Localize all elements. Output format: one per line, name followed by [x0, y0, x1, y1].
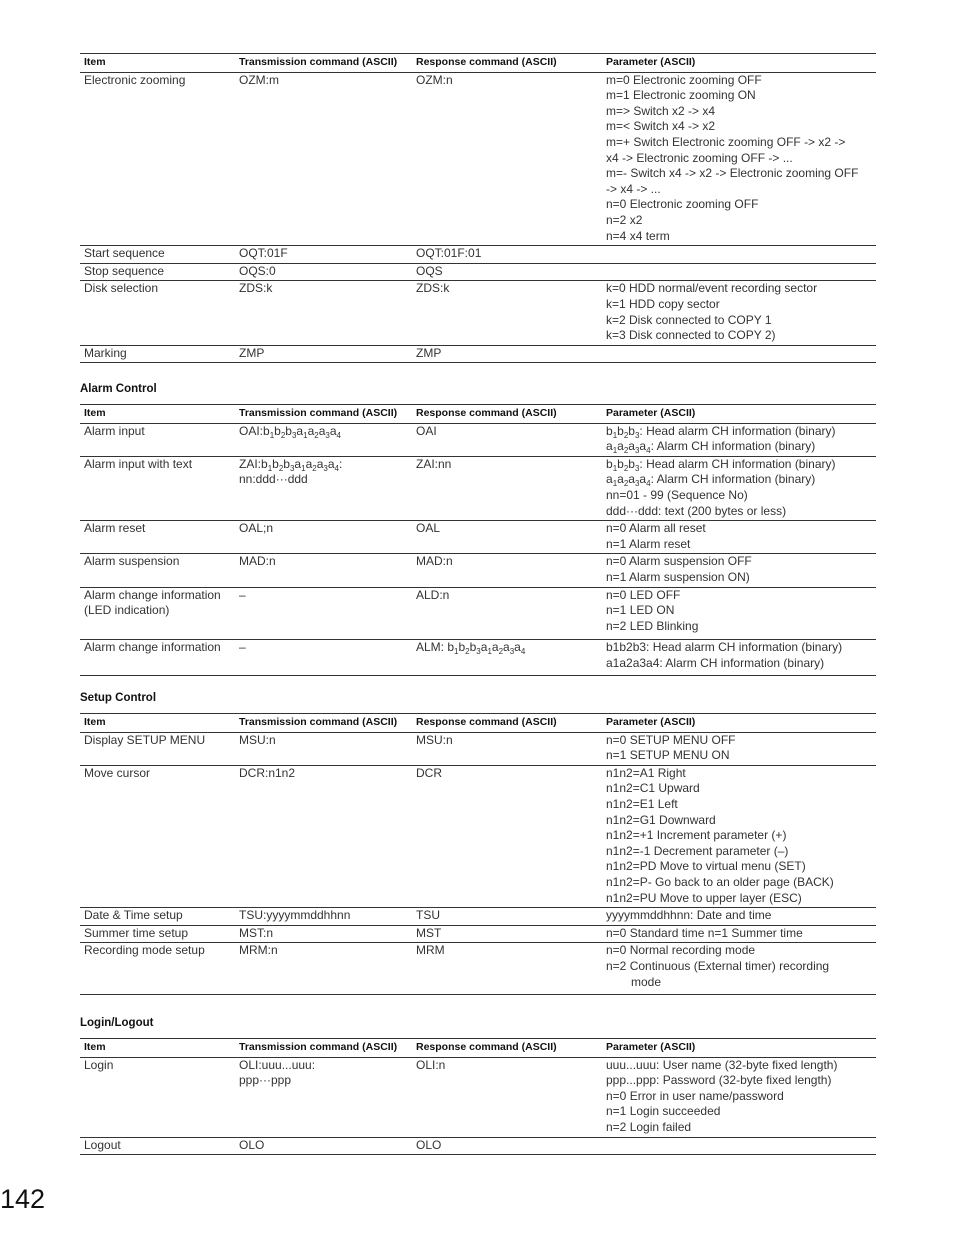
- tx-zai: $ZAI:b_1b_2b_3a_1a_2a_3a_4$:: [239, 456, 343, 473]
- cell-response: OLO: [412, 1137, 602, 1155]
- cell-item: Start sequence: [80, 246, 235, 264]
- cell-response: MAD:n: [412, 554, 602, 587]
- header-item: Item: [80, 714, 235, 733]
- cell-response: TSU: [412, 908, 602, 926]
- cell-parameter: [602, 246, 876, 264]
- table-row: [80, 521, 876, 554]
- cell-transmission: –: [235, 587, 412, 640]
- table-row: [80, 281, 876, 345]
- cell-parameter: m=0 Electronic zooming OFF m=1 Electronic zooming ON m=> Switch x2 -> x4 m=< Switch x4 -> x2 m=+ Switch Electronic zooming OFF -> x2 -> x4 -> Electronic zooming OFF -> ... m=- Switch x4 -> x2 -> Electronic zooming OFF -> x4 -> ... n=0 Electronic zooming OFF n=2 x2 n=4 x4 term: [602, 72, 876, 246]
- cell-parameter: [602, 1137, 876, 1155]
- cell-parameter: [602, 345, 876, 363]
- table-row: [80, 554, 876, 587]
- cell-response: OQS: [412, 263, 602, 281]
- cell-item: Disk selection: [80, 281, 235, 345]
- header-parameter: Parameter (ASCII): [602, 1039, 876, 1058]
- table-row: [80, 943, 876, 995]
- cell-item: Summer time setup: [80, 925, 235, 943]
- cell-parameter: [602, 263, 876, 281]
- table-header-row: [80, 54, 876, 73]
- table-header-row: [80, 1039, 876, 1058]
- table-row: [80, 732, 876, 765]
- cell-response: ZAI:nn: [412, 456, 602, 520]
- rx-alm: ALM: $b_1b_2b_3a_1a_2a_3a_4$: [416, 640, 526, 657]
- page-number: 142: [0, 1184, 46, 1214]
- cell-response: [412, 640, 602, 675]
- section-title-alarm-control: Alarm Control: [80, 383, 157, 395]
- cell-parameter: n=0 Alarm suspension OFF n=1 Alarm suspension ON): [602, 554, 876, 587]
- cell-item: Move cursor: [80, 765, 235, 907]
- cell-item: Electronic zooming: [80, 72, 235, 246]
- header-transmission: Transmission command (ASCII): [235, 1039, 412, 1058]
- cell-item: Login: [80, 1057, 235, 1137]
- cell-transmission: MSU:n: [235, 732, 412, 765]
- cell-parameter: n=0 Standard time n=1 Summer time: [602, 925, 876, 943]
- header-response: Response command (ASCII): [412, 1039, 602, 1058]
- cell-transmission: OZM:m: [235, 72, 412, 246]
- cell-transmission: TSU:yyyymmddhhnn: [235, 908, 412, 926]
- cell-response: OZM:n: [412, 72, 602, 246]
- table-row: [80, 765, 876, 907]
- cell-parameter: yyyymmddhhnn: Date and time: [602, 908, 876, 926]
- cell-parameter: b1b2b3: Head alarm CH information (binary) a1a2a3a4: Alarm CH information (binary): [602, 640, 876, 675]
- table-row: [80, 72, 876, 246]
- table-row: [80, 1137, 876, 1155]
- cell-item: Alarm change information: [80, 640, 235, 675]
- cell-item: Recording mode setup: [80, 943, 235, 995]
- header-item: Item: [80, 405, 235, 424]
- table-header-row: [80, 714, 876, 733]
- cell-item: Alarm input with text: [80, 456, 235, 520]
- cell-transmission: MAD:n: [235, 554, 412, 587]
- header-item: Item: [80, 54, 235, 73]
- cell-item: Alarm reset: [80, 521, 235, 554]
- cell-transmission: OLI:uuu...uuu: ppp···ppp: [235, 1057, 412, 1137]
- cell-response: MST: [412, 925, 602, 943]
- section-title-setup-control: Setup Control: [80, 692, 157, 704]
- cell-transmission: OLO: [235, 1137, 412, 1155]
- header-response: Response command (ASCII): [412, 54, 602, 73]
- header-transmission: Transmission command (ASCII): [235, 54, 412, 73]
- commands-table-login: [80, 1038, 876, 1155]
- cell-transmission: $ZAI:b_1b_2b_3a_1a_2a_3a_4$: nn:ddd···ddd: [235, 456, 412, 520]
- cell-response: OAI: [412, 423, 602, 456]
- table-row: [80, 263, 876, 281]
- section-title-login-logout: Login/Logout: [80, 1017, 154, 1029]
- cell-item: Logout: [80, 1137, 235, 1155]
- cell-item: Alarm change information (LED indication): [80, 587, 235, 640]
- cell-transmission: OAL;n: [235, 521, 412, 554]
- commands-table-setup: [80, 713, 876, 995]
- cell-parameter: n=0 Alarm all reset n=1 Alarm reset: [602, 521, 876, 554]
- header-transmission: Transmission command (ASCII): [235, 714, 412, 733]
- cell-parameter: $b_1b_2b_3$: Head alarm CH information (binary) $a_1a_2a_3a_4$: Alarm CH information (binary): [602, 423, 876, 456]
- cell-transmission: DCR:n1n2: [235, 765, 412, 907]
- table-row: [80, 246, 876, 264]
- cell-response: MRM: [412, 943, 602, 995]
- commands-table-alarm: [80, 404, 876, 676]
- table-row: [80, 456, 876, 520]
- cell-parameter: n=0 LED OFF n=1 LED ON n=2 LED Blinking: [602, 587, 876, 640]
- commands-table-general: [80, 53, 876, 363]
- header-transmission: Transmission command (ASCII): [235, 405, 412, 424]
- cell-transmission: ZDS:k: [235, 281, 412, 345]
- cell-item: Date & Time setup: [80, 908, 235, 926]
- cell-transmission: MST:n: [235, 925, 412, 943]
- cell-response: DCR: [412, 765, 602, 907]
- header-response: Response command (ASCII): [412, 405, 602, 424]
- tx-oai: $OAI:b_1b_2b_3a_1a_2a_3a_4$: [239, 423, 341, 440]
- cell-item: Alarm suspension: [80, 554, 235, 587]
- cell-response: ZMP: [412, 345, 602, 363]
- cell-transmission: OQT:01F: [235, 246, 412, 264]
- cell-parameter: n=0 Normal recording mode n=2 Continuous (External timer) recording mode: [602, 943, 876, 995]
- table-row: [80, 640, 876, 675]
- header-parameter: Parameter (ASCII): [602, 54, 876, 73]
- cell-response: ZDS:k: [412, 281, 602, 345]
- cell-transmission: OQS:0: [235, 263, 412, 281]
- cell-parameter: n=0 SETUP MENU OFF n=1 SETUP MENU ON: [602, 732, 876, 765]
- cell-parameter: $b_1b_2b_3$: Head alarm CH information (binary) $a_1a_2a_3a_4$: Alarm CH information (binary) nn=01 - 99 (Sequence No) ddd···ddd: text (200 bytes or less): [602, 456, 876, 520]
- cell-response: ALD:n: [412, 587, 602, 640]
- cell-parameter: k=0 HDD normal/event recording sector k=1 HDD copy sector k=2 Disk connected to COPY 1 k=3 Disk connected to COPY 2): [602, 281, 876, 345]
- cell-transmission: ZMP: [235, 345, 412, 363]
- table-row: [80, 1057, 876, 1137]
- cell-transmission: –: [235, 640, 412, 675]
- cell-item: Display SETUP MENU: [80, 732, 235, 765]
- header-item: Item: [80, 1039, 235, 1058]
- cell-response: MSU:n: [412, 732, 602, 765]
- cell-transmission: MRM:n: [235, 943, 412, 995]
- cell-item: Marking: [80, 345, 235, 363]
- header-parameter: Parameter (ASCII): [602, 405, 876, 424]
- header-parameter: Parameter (ASCII): [602, 714, 876, 733]
- cell-parameter: n1n2=A1 Right n1n2=C1 Upward n1n2=E1 Left n1n2=G1 Downward n1n2=+1 Increment parameter (+) n1n2=-1 Decrement parameter (–) n1n2=PD Move to virtual menu (SET) n1n2=P- Go back to an older page (BACK) n1n2=PU Move to upper layer (ESC): [602, 765, 876, 907]
- table-row: [80, 345, 876, 363]
- cell-item: Alarm input: [80, 423, 235, 456]
- cell-transmission: [235, 423, 412, 456]
- cell-response: OAL: [412, 521, 602, 554]
- cell-parameter: uuu...uuu: User name (32-byte fixed length) ppp...ppp: Password (32-byte fixed length) n=0 Error in user name/password n=1 Login succeeded n=2 Login failed: [602, 1057, 876, 1137]
- table-row: [80, 908, 876, 926]
- table-row: [80, 423, 876, 456]
- header-response: Response command (ASCII): [412, 714, 602, 733]
- table-header-row: [80, 405, 876, 424]
- cell-item: Stop sequence: [80, 263, 235, 281]
- table-row: [80, 925, 876, 943]
- table-row: [80, 587, 876, 640]
- cell-response: OLI:n: [412, 1057, 602, 1137]
- cell-response: OQT:01F:01: [412, 246, 602, 264]
